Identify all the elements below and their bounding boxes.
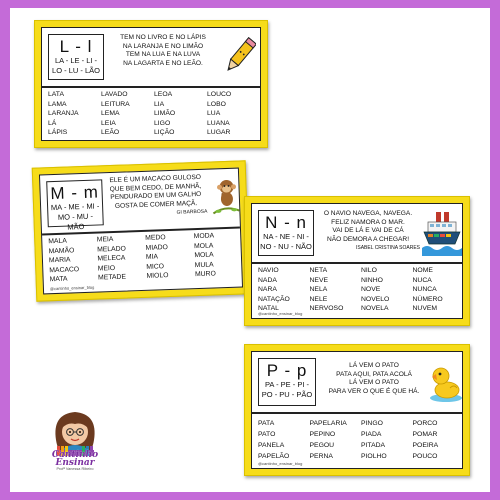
letter-box [46,179,104,232]
word: NUVEM [412,305,438,313]
section-divider [42,86,260,88]
word: MURO [194,270,216,279]
ship-icon [422,208,462,256]
word: NAVIO [258,267,279,274]
word: LAVADO [101,91,128,98]
word: PITADA [361,442,386,449]
card-letter-p [244,344,470,476]
word: MATA [49,275,68,284]
verse-line: LÁ VEM O PATO [349,362,399,369]
verse [316,210,420,253]
card-letter-m [32,160,251,301]
letter-box [258,210,314,256]
verse-line: TEM NO LIVRO E NO LÁPIS [120,34,206,41]
letter-box [48,34,104,80]
blog-handle: @cantinho_ensinar_blog [258,311,303,316]
word: NADA [258,276,277,284]
verse-line: PENDURADO EM UM GALHO [110,191,202,202]
section-divider [252,262,462,264]
card-panel [41,27,261,141]
word-grid [48,90,260,138]
verse-line: NA LAGARTA E NO LEÃO. [123,59,203,67]
brand-logo [42,404,108,474]
word: MEIO [97,264,116,273]
logo-line-3: Profª Vanessa Ribeiro [56,467,94,471]
word: LARANJA [48,110,79,118]
word: LÁPIS [48,129,68,137]
word: NINHO [361,276,383,284]
word-grid [48,230,244,285]
verse-line: VAI DE LÁ E VAI DE CÁ [332,227,404,235]
word: LATA [48,91,64,98]
verse-line: GOSTA DE COMER MAÇÃ. [114,199,198,210]
word: NOME [412,267,433,274]
logo-line-1: Cantinho [51,450,99,460]
section-divider [252,412,462,414]
word: MELECA [97,254,126,263]
syllables-line-2: NO - NU - NÃO [260,242,312,251]
word: LEOA [154,91,173,98]
verse [104,174,207,221]
verse-credit: ISABEL CRISTINA SOARES [355,245,420,252]
syllables-line-2: LO - LU - LÃO [52,66,100,75]
card-panel [251,351,463,469]
verse-line: NÃO DEMORA A CHEGAR! [326,235,410,243]
word: LEITURA [101,100,130,108]
word: LUANA [207,119,230,127]
word: PATA [258,420,275,427]
word: NUCA [412,276,432,284]
word: MACACO [49,265,80,275]
word: NOVE [361,286,381,294]
card-panel [39,168,243,295]
word-grid [258,266,464,314]
word: PANELA [258,442,285,449]
word: PERNA [309,453,333,460]
verse-line: NA LARANJA E NO LIMÃO [122,42,204,50]
word: PIOLHO [361,453,387,460]
word: LEMA [101,110,120,118]
word: MIOLO [146,272,169,281]
word: MOLA [194,251,214,260]
letter-title: L - l [59,37,93,56]
word: MIADO [145,243,168,252]
verse-line: LÁ VEM O PATO [349,379,399,387]
word: MEDO [145,234,166,242]
blog-handle: @cantinho_ensinar_blog [49,284,95,292]
verse-credit: GI BARBOSA [176,209,208,217]
word: NUNCA [412,286,437,294]
word: MAMÃO [48,246,75,255]
word: MOLA [193,242,214,250]
card-letter-n [244,196,470,326]
word: NELE [309,295,328,303]
word: NERVOSO [309,305,344,313]
verse-line: TEM NA LUA E NA LUVA [125,51,201,59]
syllables-line-1: LA - LE - LI - [54,56,98,65]
word: LOBO [207,100,226,108]
letter-title: M - m [50,182,100,204]
word: MEIA [96,235,114,244]
word: PAPELÃO [258,453,290,460]
word: MODA [193,232,215,241]
word: NELA [309,286,328,294]
verse-line: ELE É UM MACACO GULOSO [109,173,202,185]
word: NEVE [309,276,329,284]
word: NATAL [258,305,279,313]
word: MIA [145,253,159,262]
word: LEÃO [101,129,120,137]
word: LOUCO [207,91,232,98]
word: LUGAR [207,129,231,137]
syllables-line-1: NA - NE - NI - [263,232,309,241]
letter-title: P - p [266,361,308,380]
word: PEPINO [309,431,336,438]
word-grid [258,418,464,462]
word: LAMA [48,100,67,108]
word: PAPELARIA [309,420,347,427]
word: PIADA [361,431,382,438]
verse-line: FELIZ NAMORA O MAR. [331,218,405,226]
duck-icon [428,360,464,404]
word: NETA [309,267,328,274]
word: LEIA [101,119,116,127]
word: MULA [194,261,214,269]
blog-handle: @cantinho_ensinar_blog [258,461,303,466]
word: PATO [258,431,276,438]
syllables-line-2: PO - PU - PÃO [261,390,313,399]
letter-box [258,358,316,406]
verse-line: QUE BEM CEDO, DE MANHÃ, [109,182,202,193]
word: METADE [98,273,127,282]
word: MALA [48,237,67,246]
word: NÚMERO [412,295,443,303]
monkey-icon [208,175,242,220]
word: LIÇÃO [154,129,175,137]
word: LIA [154,100,165,108]
word: POEIRA [412,442,439,449]
word: PEGOU [309,442,335,449]
word: NOVELA [361,305,389,313]
syllables-line-1: PA - PE - PI - [264,380,310,389]
syllables-line-2: MO - MU - MÃO [57,211,94,232]
word: MELADO [97,245,126,254]
logo-line-2: Ensinar [55,458,95,468]
pencil-icon [222,34,256,80]
word: PORCO [412,420,438,427]
verse [108,34,218,68]
letter-title: N - n [265,213,307,232]
word: PINGO [361,420,383,427]
word: NILO [361,267,377,274]
card-panel [251,203,463,319]
word: MICO [146,263,165,271]
word: POMAR [412,431,438,438]
word: NOVELO [361,295,390,303]
word: NARA [258,286,277,294]
syllables-line-1: MA - ME - MI - [50,201,100,213]
verse-line: O NAVIO NAVEGA, NAVEGA. [323,210,413,217]
card-letter-l [34,20,268,148]
word: LIGO [154,119,171,127]
word: LÁ [48,119,57,127]
word: LIMÃO [154,110,176,118]
word: MARIA [48,256,71,265]
verse-line: PARA VER O QUE É QUE HÁ. [328,387,420,395]
word: LUA [207,110,221,118]
word: NATAÇÃO [258,295,290,303]
word: POUCO [412,453,438,460]
verse [322,362,426,396]
verse-line: PATA AQUI, PATA ACOLÁ [336,370,412,378]
